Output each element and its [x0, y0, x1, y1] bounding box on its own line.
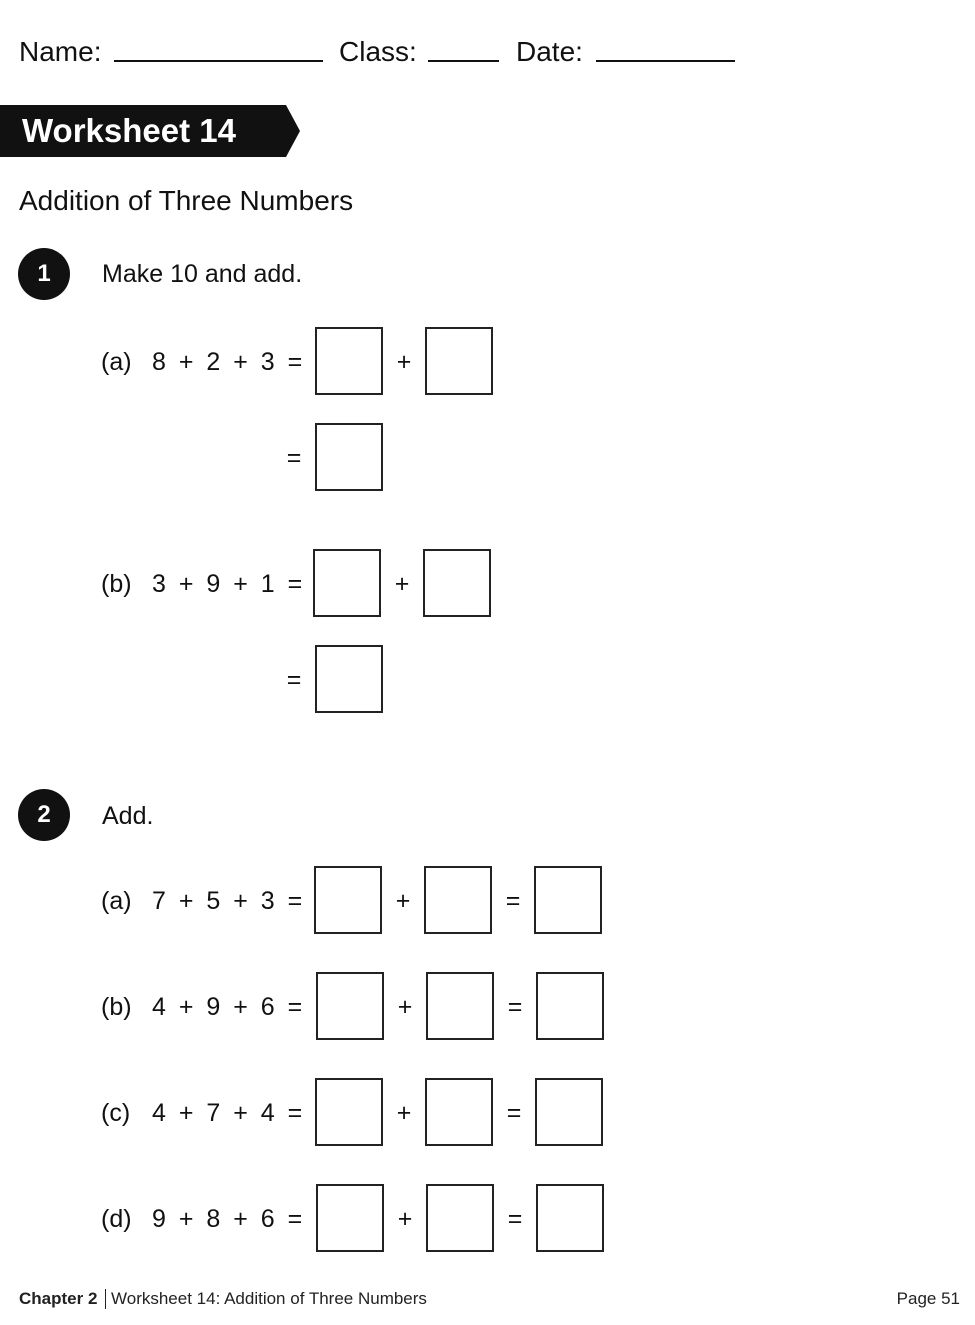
q2b-label: (b): [101, 993, 132, 1021]
footer-divider: [105, 1289, 106, 1309]
q1b-label: (b): [101, 570, 132, 598]
question-1-instruction: Make 10 and add.: [102, 260, 303, 288]
q1a-answer-box-1[interactable]: [315, 327, 383, 395]
name-label: Name:: [19, 36, 102, 67]
name-field[interactable]: [114, 60, 323, 62]
footer-worksheet-title: Worksheet 14: Addition of Three Numbers: [111, 1289, 427, 1308]
q2d-answer-box-1[interactable]: [316, 1184, 384, 1252]
q2a-result-box[interactable]: [534, 866, 602, 934]
date-label: Date:: [516, 36, 583, 67]
q2a-answer-box-2[interactable]: [424, 866, 492, 934]
question-1-number: 1: [18, 248, 70, 300]
class-label: Class:: [339, 36, 417, 67]
footer-page-number: Page 51: [896, 1289, 960, 1308]
q2b-answer-box-1[interactable]: [316, 972, 384, 1040]
q2b-result-box[interactable]: [536, 972, 604, 1040]
q2a-expression: 7 + 5 + 3 =: [152, 887, 303, 915]
class-field[interactable]: [428, 60, 499, 62]
q2d-result-box[interactable]: [536, 1184, 604, 1252]
q1b-expression: 3 + 9 + 1 =: [152, 570, 303, 598]
q1a-plus-sign: +: [396, 348, 412, 376]
q2a-equals-sign: =: [505, 887, 521, 915]
q2a-answer-box-1[interactable]: [314, 866, 382, 934]
q2c-answer-box-2[interactable]: [425, 1078, 493, 1146]
q2c-answer-box-1[interactable]: [315, 1078, 383, 1146]
worksheet-subtitle: Addition of Three Numbers: [19, 185, 354, 216]
q1a-result-box[interactable]: [315, 423, 383, 491]
q2a-label: (a): [101, 887, 132, 915]
q2d-plus-sign: +: [397, 1205, 413, 1233]
q2b-expression: 4 + 9 + 6 =: [152, 993, 303, 1021]
date-field[interactable]: [596, 60, 735, 62]
q2c-label: (c): [101, 1099, 131, 1127]
q1b-plus-sign: +: [394, 570, 410, 598]
q2c-plus-sign: +: [396, 1099, 412, 1127]
q2d-answer-box-2[interactable]: [426, 1184, 494, 1252]
q1a-expression: 8 + 2 + 3 =: [152, 348, 303, 376]
q2c-result-box[interactable]: [535, 1078, 603, 1146]
question-2-instruction: Add.: [102, 802, 154, 830]
q2b-answer-box-2[interactable]: [426, 972, 494, 1040]
q2c-equals-sign: =: [506, 1099, 522, 1127]
q1b-answer-box-2[interactable]: [423, 549, 491, 617]
q2b-equals-sign: =: [507, 993, 523, 1021]
q1a-label: (a): [101, 348, 132, 376]
q2b-plus-sign: +: [397, 993, 413, 1021]
worksheet-title: Worksheet 14: [22, 112, 236, 149]
q1a-equals-sign: =: [286, 444, 302, 472]
q2c-expression: 4 + 7 + 4 =: [152, 1099, 303, 1127]
q2d-expression: 9 + 8 + 6 =: [152, 1205, 303, 1233]
q2a-plus-sign: +: [395, 887, 411, 915]
question-2-number: 2: [18, 789, 70, 841]
q1a-answer-box-2[interactable]: [425, 327, 493, 395]
q1b-result-box[interactable]: [315, 645, 383, 713]
q2d-label: (d): [101, 1205, 132, 1233]
q2d-equals-sign: =: [507, 1205, 523, 1233]
q1b-equals-sign: =: [286, 666, 302, 694]
footer-chapter: Chapter 2: [19, 1289, 98, 1308]
q1b-answer-box-1[interactable]: [313, 549, 381, 617]
